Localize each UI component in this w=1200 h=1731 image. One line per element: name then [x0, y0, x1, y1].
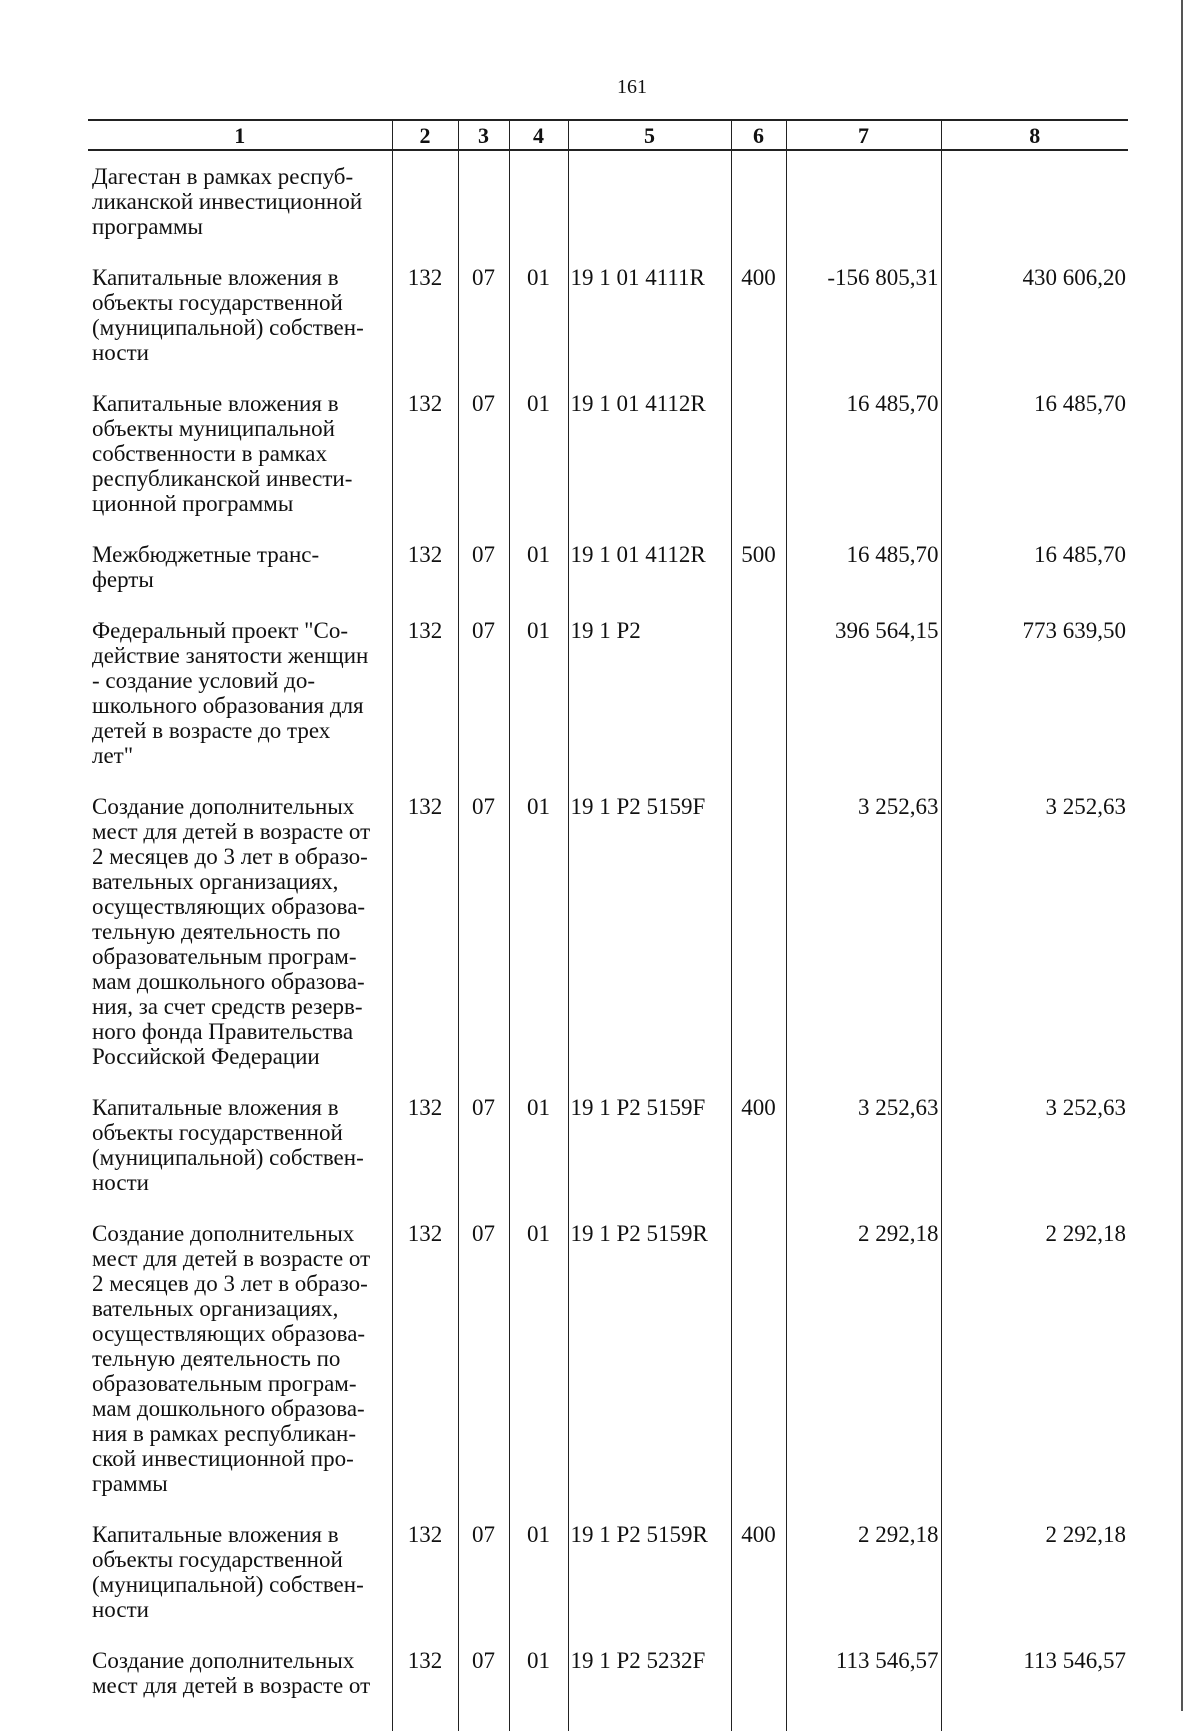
- expense-name-cell: [88, 1208, 392, 1509]
- expense-name-text: Капитальные вложения в объекты муниципальной собственности в рамках республиканской инвести- ционной программы: [92, 391, 353, 516]
- expense-name-cell: [88, 781, 392, 1082]
- target-article-cell: 19 1 P2 5159F: [568, 1082, 731, 1208]
- change-amount-cell: 113 546,57: [786, 1635, 941, 1731]
- expense-name-text: Капитальные вложения в объекты государственной (муниципальной) собствен- ности: [92, 265, 364, 365]
- target-article-cell: 19 1 01 4112R: [568, 378, 731, 529]
- target-article-cell: 19 1 P2: [568, 605, 731, 781]
- expense-type-cell: [731, 605, 786, 781]
- section-code-cell: 07: [458, 1082, 509, 1208]
- subsection-code-cell: 01: [509, 781, 568, 1082]
- column-header: 8: [941, 120, 1128, 150]
- expense-name-cell: [88, 1635, 392, 1731]
- total-amount-cell: 3 252,63: [941, 1082, 1128, 1208]
- table-row: [88, 1509, 1128, 1635]
- target-article-cell: 19 1 P2 5159R: [568, 1208, 731, 1509]
- expense-name-cell: [88, 1509, 392, 1635]
- section-code-cell: 07: [458, 1208, 509, 1509]
- section-code-cell: 07: [458, 781, 509, 1082]
- expense-type-cell: 400: [731, 1082, 786, 1208]
- header-row: [88, 120, 1128, 150]
- ministry-code-cell: 132: [392, 605, 458, 781]
- change-amount-cell: [786, 150, 941, 252]
- column-header: 4: [509, 120, 568, 150]
- table-row: [88, 605, 1128, 781]
- section-code-cell: [458, 150, 509, 252]
- expense-type-cell: [731, 378, 786, 529]
- total-amount-cell: 2 292,18: [941, 1509, 1128, 1635]
- table-row: [88, 1208, 1128, 1509]
- total-amount-cell: 430 606,20: [941, 252, 1128, 378]
- total-amount-cell: 16 485,70: [941, 378, 1128, 529]
- expense-name-cell: [88, 252, 392, 378]
- change-amount-cell: 16 485,70: [786, 378, 941, 529]
- table-row: [88, 1082, 1128, 1208]
- subsection-code-cell: [509, 150, 568, 252]
- change-amount-cell: 3 252,63: [786, 1082, 941, 1208]
- target-article-cell: 19 1 P2 5232F: [568, 1635, 731, 1731]
- column-header: 3: [458, 120, 509, 150]
- table-header: [88, 120, 1128, 150]
- section-code-cell: 07: [458, 605, 509, 781]
- ministry-code-cell: 132: [392, 1635, 458, 1731]
- ministry-code-cell: 132: [392, 1208, 458, 1509]
- expense-name-cell: [88, 378, 392, 529]
- column-header: 7: [786, 120, 941, 150]
- budget-table: [88, 119, 1128, 1731]
- expense-type-cell: [731, 1208, 786, 1509]
- table-row: [88, 529, 1128, 605]
- change-amount-cell: -156 805,31: [786, 252, 941, 378]
- total-amount-cell: 773 639,50: [941, 605, 1128, 781]
- ministry-code-cell: 132: [392, 252, 458, 378]
- subsection-code-cell: 01: [509, 529, 568, 605]
- table-body: [88, 150, 1128, 1731]
- expense-name-text: Капитальные вложения в объекты государственной (муниципальной) собствен- ности: [92, 1095, 364, 1195]
- table-row: [88, 252, 1128, 378]
- total-amount-cell: 113 546,57: [941, 1635, 1128, 1731]
- target-article-cell: [568, 150, 731, 252]
- total-amount-cell: 16 485,70: [941, 529, 1128, 605]
- total-amount-cell: 3 252,63: [941, 781, 1128, 1082]
- ministry-code-cell: 132: [392, 1082, 458, 1208]
- page-number: 161: [617, 76, 647, 98]
- change-amount-cell: 16 485,70: [786, 529, 941, 605]
- change-amount-cell: 2 292,18: [786, 1509, 941, 1635]
- column-header: 5: [568, 120, 731, 150]
- subsection-code-cell: 01: [509, 378, 568, 529]
- expense-type-cell: 500: [731, 529, 786, 605]
- section-code-cell: 07: [458, 1635, 509, 1731]
- section-code-cell: 07: [458, 1509, 509, 1635]
- table-row: [88, 781, 1128, 1082]
- column-header: 2: [392, 120, 458, 150]
- section-code-cell: 07: [458, 378, 509, 529]
- target-article-cell: 19 1 P2 5159F: [568, 781, 731, 1082]
- page-edge: [1181, 0, 1183, 1711]
- expense-type-cell: [731, 781, 786, 1082]
- ministry-code-cell: [392, 150, 458, 252]
- ministry-code-cell: 132: [392, 781, 458, 1082]
- table-row: [88, 378, 1128, 529]
- expense-type-cell: 400: [731, 1509, 786, 1635]
- section-code-cell: 07: [458, 529, 509, 605]
- expense-name-text: Дагестан в рамках респуб- ликанской инвестиционной программы: [92, 164, 363, 239]
- total-amount-cell: [941, 150, 1128, 252]
- table-row: [88, 150, 1128, 252]
- target-article-cell: 19 1 P2 5159R: [568, 1509, 731, 1635]
- subsection-code-cell: 01: [509, 1635, 568, 1731]
- expense-type-cell: 400: [731, 252, 786, 378]
- expense-type-cell: [731, 1635, 786, 1731]
- ministry-code-cell: 132: [392, 529, 458, 605]
- expense-name-text: Межбюджетные транс- ферты: [92, 542, 320, 592]
- ministry-code-cell: 132: [392, 1509, 458, 1635]
- subsection-code-cell: 01: [509, 605, 568, 781]
- expense-name-cell: [88, 1082, 392, 1208]
- expense-name-text: Капитальные вложения в объекты государственной (муниципальной) собствен- ности: [92, 1522, 364, 1622]
- section-code-cell: 07: [458, 252, 509, 378]
- column-header: 1: [88, 120, 392, 150]
- expense-name-text: Создание дополнительных мест для детей в возрасте от 2 месяцев до 3 лет в образо- вательных организациях, осуществляющих образова- тельную деятельность по образовательным програм- мам дошкольного образова- ния, за счет средств резерв- ного фонда Правительства Российской Федерации: [92, 794, 371, 1069]
- column-header: 6: [731, 120, 786, 150]
- expense-name-cell: [88, 529, 392, 605]
- expense-name-cell: [88, 150, 392, 252]
- target-article-cell: 19 1 01 4112R: [568, 529, 731, 605]
- expense-name-text: Создание дополнительных мест для детей в возрасте от: [92, 1648, 371, 1698]
- subsection-code-cell: 01: [509, 1082, 568, 1208]
- change-amount-cell: 2 292,18: [786, 1208, 941, 1509]
- subsection-code-cell: 01: [509, 1208, 568, 1509]
- expense-type-cell: [731, 150, 786, 252]
- ministry-code-cell: 132: [392, 378, 458, 529]
- table-row: [88, 1635, 1128, 1731]
- subsection-code-cell: 01: [509, 252, 568, 378]
- target-article-cell: 19 1 01 4111R: [568, 252, 731, 378]
- total-amount-cell: 2 292,18: [941, 1208, 1128, 1509]
- expense-name-text: Федеральный проект "Со- действие занятости женщин - создание условий до- школьного образования для детей в возрасте до трех лет": [92, 618, 369, 768]
- expense-name-cell: [88, 605, 392, 781]
- expense-name-text: Создание дополнительных мест для детей в возрасте от 2 месяцев до 3 лет в образо- вательных организациях, осуществляющих образова- тельную деятельность по образовательным програм- мам дошкольного образова- ния в рамках республикан- ской инвестиционной про- граммы: [92, 1221, 371, 1496]
- change-amount-cell: 3 252,63: [786, 781, 941, 1082]
- change-amount-cell: 396 564,15: [786, 605, 941, 781]
- subsection-code-cell: 01: [509, 1509, 568, 1635]
